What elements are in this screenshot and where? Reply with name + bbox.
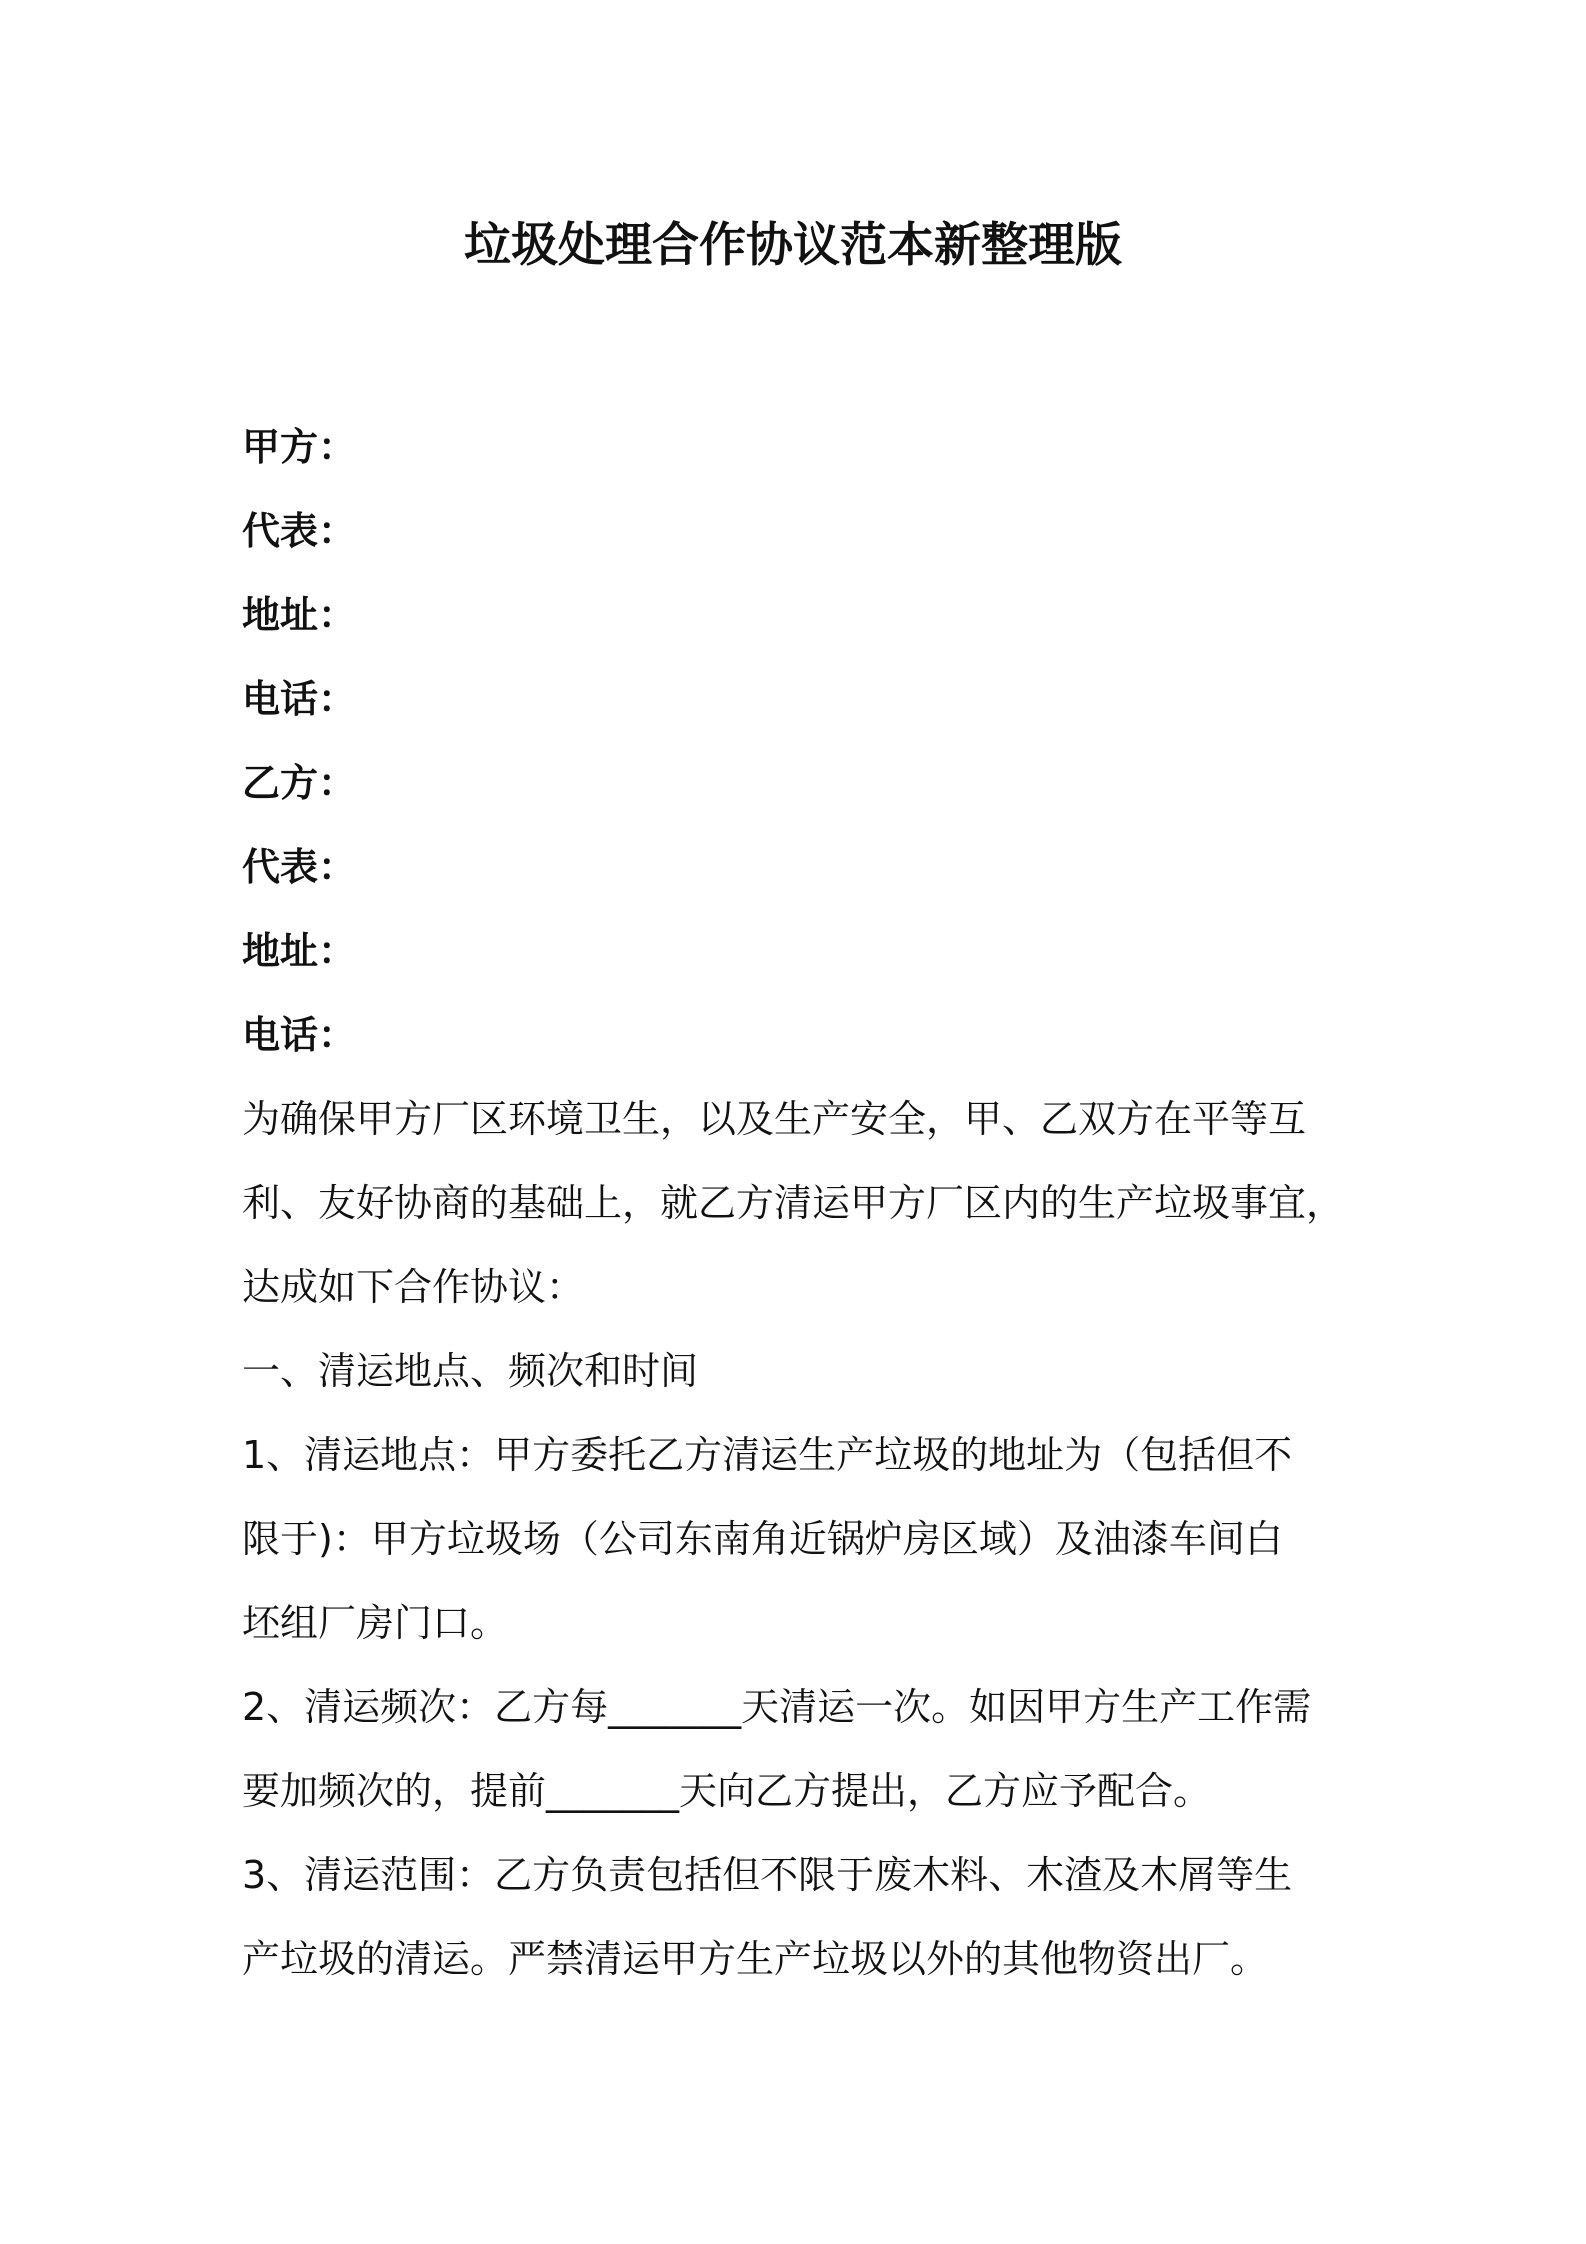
clause2-line: 2、清运频次：乙方每_______天清运一次。如因甲方生产工作需 bbox=[242, 1685, 1312, 1729]
party-a-phone-label: 电话： bbox=[242, 677, 357, 721]
clause1-line: 1、清运地点：甲方委托乙方清运生产垃圾的地址为（包括但不 bbox=[242, 1433, 1293, 1477]
party-a-address-label: 地址： bbox=[242, 593, 357, 637]
party-a-name-label: 甲方： bbox=[242, 425, 357, 469]
intro-line: 为确保甲方厂区环境卫生，以及生产安全，甲、乙双方在平等互 bbox=[242, 1097, 1307, 1141]
intro-line: 达成如下合作协议： bbox=[242, 1265, 585, 1309]
section1-heading: 一、清运地点、频次和时间 bbox=[242, 1349, 699, 1393]
party-b-phone-label: 电话： bbox=[242, 1013, 357, 1057]
clause1-line: 限于)：甲方垃圾场（公司东南角近锅炉房区域）及油漆车间白 bbox=[242, 1517, 1283, 1561]
intro-line: 利、友好协商的基础上，就乙方清运甲方厂区内的生产垃圾事宜， bbox=[242, 1181, 1345, 1225]
party-b-name-label: 乙方： bbox=[242, 761, 357, 805]
party-b-rep-label: 代表： bbox=[242, 845, 357, 889]
clause3-line: 3、清运范围：乙方负责包括但不限于废木料、木渣及木屑等生 bbox=[242, 1853, 1293, 1897]
party-b-address-label: 地址： bbox=[242, 929, 357, 973]
document-body bbox=[242, 405, 1362, 2001]
clause2-line: 要加频次的，提前_______天向乙方提出，乙方应予配合。 bbox=[242, 1769, 1212, 1813]
clause3-line: 产垃圾的清运。严禁清运甲方生产垃圾以外的其他物资出厂。 bbox=[242, 1937, 1269, 1981]
document-title: 垃圾处理合作协议范本新整理版 bbox=[464, 218, 1122, 273]
party-a-rep-label: 代表： bbox=[242, 509, 357, 553]
clause1-line: 坯组厂房门口。 bbox=[242, 1601, 509, 1645]
